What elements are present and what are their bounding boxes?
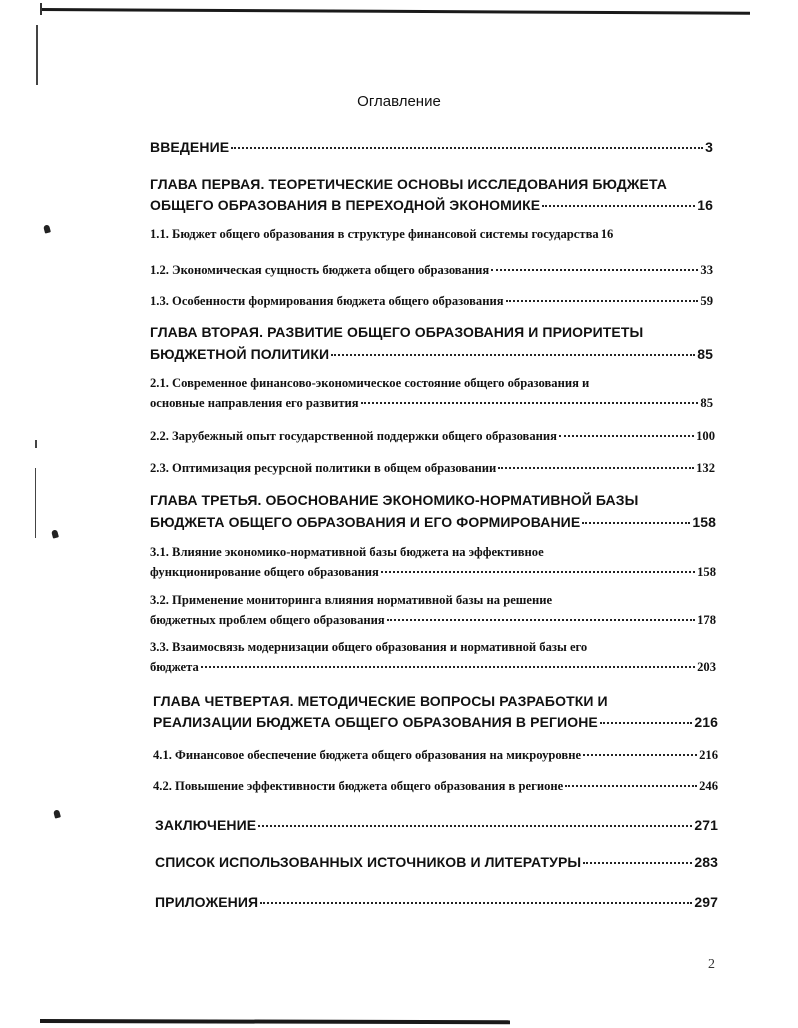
dot-leader: [542, 191, 695, 207]
toc-chapter-4-line1[interactable]: ГЛАВА ЧЕТВЕРТАЯ. МЕТОДИЧЕСКИЕ ВОПРОСЫ РАЗРАБОТКИ И: [153, 693, 608, 709]
toc-page-number: 158: [692, 514, 716, 530]
toc-entry-text: 4.2. Повышение эффективности бюджета общего образования в регионе: [153, 778, 564, 793]
toc-page-number: 283: [694, 854, 718, 870]
toc-entry-text: 1.2. Экономическая сущность бюджета общего образования: [150, 262, 490, 277]
toc-entry-text: бюджета: [150, 659, 199, 674]
toc-section-3-2-line1[interactable]: 3.2. Применение мониторинга влияния нормативной базы на решение: [150, 593, 553, 607]
dot-leader: [381, 558, 695, 573]
toc-entry-appendix[interactable]: [155, 891, 718, 910]
toc-entry-text: 4.1. Финансовое обеспечение бюджета общего образования на микроуровне: [153, 747, 582, 762]
toc-entry-text: 2.3. Оптимизация ресурсной политики в общем образовании: [150, 460, 497, 475]
toc-page-number: 271: [694, 817, 718, 833]
page-number: 2: [708, 957, 715, 972]
dot-leader: [498, 454, 694, 469]
toc-chapter-1-line1[interactable]: ГЛАВА ПЕРВАЯ. ТЕОРЕТИЧЕСКИЕ ОСНОВЫ ИССЛЕДОВАНИЯ БЮДЖЕТА: [150, 176, 667, 192]
toc-entry-text: БЮДЖЕТНОЙ ПОЛИТИКИ: [150, 346, 330, 362]
toc-section-2-2[interactable]: [150, 425, 715, 444]
toc-entry-text: 1.1. Бюджет общего образования в структуре финансовой системы государства: [150, 227, 599, 241]
dot-leader: [361, 389, 699, 404]
toc-entry-text: БЮДЖЕТА ОБЩЕГО ОБРАЗОВАНИЯ И ЕГО ФОРМИРОВАНИЕ: [150, 514, 581, 530]
scan-artifact-left: [35, 440, 37, 448]
toc-page-number: 203: [697, 659, 716, 674]
scan-artifact-left: [35, 468, 36, 538]
toc-page-number: 246: [699, 778, 718, 793]
toc-entry-text: СПИСОК ИСПОЛЬЗОВАННЫХ ИСТОЧНИКОВ И ЛИТЕРАТУРЫ: [155, 854, 582, 870]
toc-title: Оглавление: [357, 93, 441, 110]
dot-leader: [258, 811, 692, 827]
toc-page-number: 178: [697, 612, 716, 627]
toc-page-number: 216: [694, 714, 718, 730]
toc-entry-sources[interactable]: [155, 851, 718, 870]
dot-leader: [491, 256, 698, 271]
dot-leader: [260, 888, 692, 904]
toc-page-number: 16: [697, 197, 713, 213]
dot-leader: [201, 653, 695, 668]
toc-entry-text: бюджетных проблем общего образования: [150, 612, 385, 627]
toc-chapter-1[interactable]: [150, 194, 713, 213]
toc-section-3-3[interactable]: [150, 656, 716, 675]
dot-leader: [583, 848, 692, 864]
dot-leader: [559, 422, 694, 437]
toc-page-number: 85: [697, 346, 713, 362]
scan-artifact-left: [36, 25, 38, 85]
toc-section-4-1[interactable]: [153, 744, 718, 763]
toc-chapter-3-line1[interactable]: ГЛАВА ТРЕТЬЯ. ОБОСНОВАНИЕ ЭКОНОМИКО-НОРМАТИВНОЙ БАЗЫ: [150, 492, 639, 508]
dot-leader: [331, 340, 695, 356]
toc-section-1-3[interactable]: [150, 290, 713, 309]
toc-entry-text: функционирование общего образования: [150, 564, 379, 579]
toc-section-1-2[interactable]: [150, 259, 713, 278]
scan-artifact-top-tick: [40, 3, 42, 15]
dot-leader: [506, 287, 699, 302]
toc-section-2-1[interactable]: [150, 392, 713, 411]
scan-artifact-top: [40, 8, 750, 15]
toc-entry-text: основные направления его развития: [150, 395, 359, 410]
toc-section-2-3[interactable]: [150, 457, 715, 476]
toc-entry-text: ПРИЛОЖЕНИЯ: [155, 894, 259, 910]
toc-entry-intro[interactable]: [150, 136, 713, 155]
punch-mark: [43, 224, 51, 233]
dot-leader: [231, 133, 703, 149]
toc-section-2-1-line1[interactable]: 2.1. Современное финансово-экономическое состояние общего образования и: [150, 376, 590, 390]
toc-entry-text: 2.2. Зарубежный опыт государственной поддержки общего образования: [150, 428, 557, 443]
dot-leader: [387, 606, 695, 621]
toc-section-3-1[interactable]: [150, 561, 716, 580]
scan-artifact-bottom: [40, 1019, 510, 1024]
punch-mark: [51, 529, 59, 538]
dot-leader: [582, 508, 690, 524]
punch-mark: [53, 809, 61, 818]
toc-page-number: 16: [600, 227, 614, 241]
toc-entry-text: 1.3. Особенности формирования бюджета общего образования: [150, 293, 504, 308]
toc-page-number: 3: [705, 139, 713, 155]
toc-section-4-2[interactable]: [153, 775, 718, 794]
toc-chapter-4[interactable]: [153, 711, 718, 730]
toc-section-3-3-line1[interactable]: 3.3. Взаимосвязь модернизации общего образования и нормативной базы его: [150, 640, 588, 654]
toc-entry-conclusion[interactable]: [155, 814, 718, 833]
toc-page-number: 59: [700, 293, 713, 308]
toc-page-number: 85: [700, 395, 713, 410]
toc-entry-text: ВВЕДЕНИЕ: [150, 139, 230, 155]
toc-page-number: 33: [700, 262, 713, 277]
toc-entry-text: РЕАЛИЗАЦИИ БЮДЖЕТА ОБЩЕГО ОБРАЗОВАНИЯ В РЕГИОНЕ: [153, 714, 598, 730]
toc-chapter-2-line1[interactable]: ГЛАВА ВТОРАЯ. РАЗВИТИЕ ОБЩЕГО ОБРАЗОВАНИЯ И ПРИОРИТЕТЫ: [150, 324, 644, 340]
toc-entry-text: ОБЩЕГО ОБРАЗОВАНИЯ В ПЕРЕХОДНОЙ ЭКОНОМИКЕ: [150, 197, 541, 213]
dot-leader: [565, 772, 697, 787]
dot-leader: [600, 708, 692, 724]
toc-section-1-1[interactable]: [150, 227, 713, 242]
toc-section-3-1-line1[interactable]: 3.1. Влияние экономико-нормативной базы бюджета на эффективное: [150, 545, 544, 559]
toc-chapter-3[interactable]: [150, 511, 716, 530]
toc-entry-text: ЗАКЛЮЧЕНИЕ: [155, 817, 257, 833]
toc-page-number: 216: [699, 747, 718, 762]
dot-leader: [583, 741, 697, 756]
toc-page-number: 297: [694, 894, 718, 910]
toc-page-number: 100: [696, 428, 715, 443]
toc-section-3-2[interactable]: [150, 609, 716, 628]
toc-page-number: 158: [697, 564, 716, 579]
toc-page-number: 132: [696, 460, 715, 475]
toc-chapter-2[interactable]: [150, 343, 713, 362]
